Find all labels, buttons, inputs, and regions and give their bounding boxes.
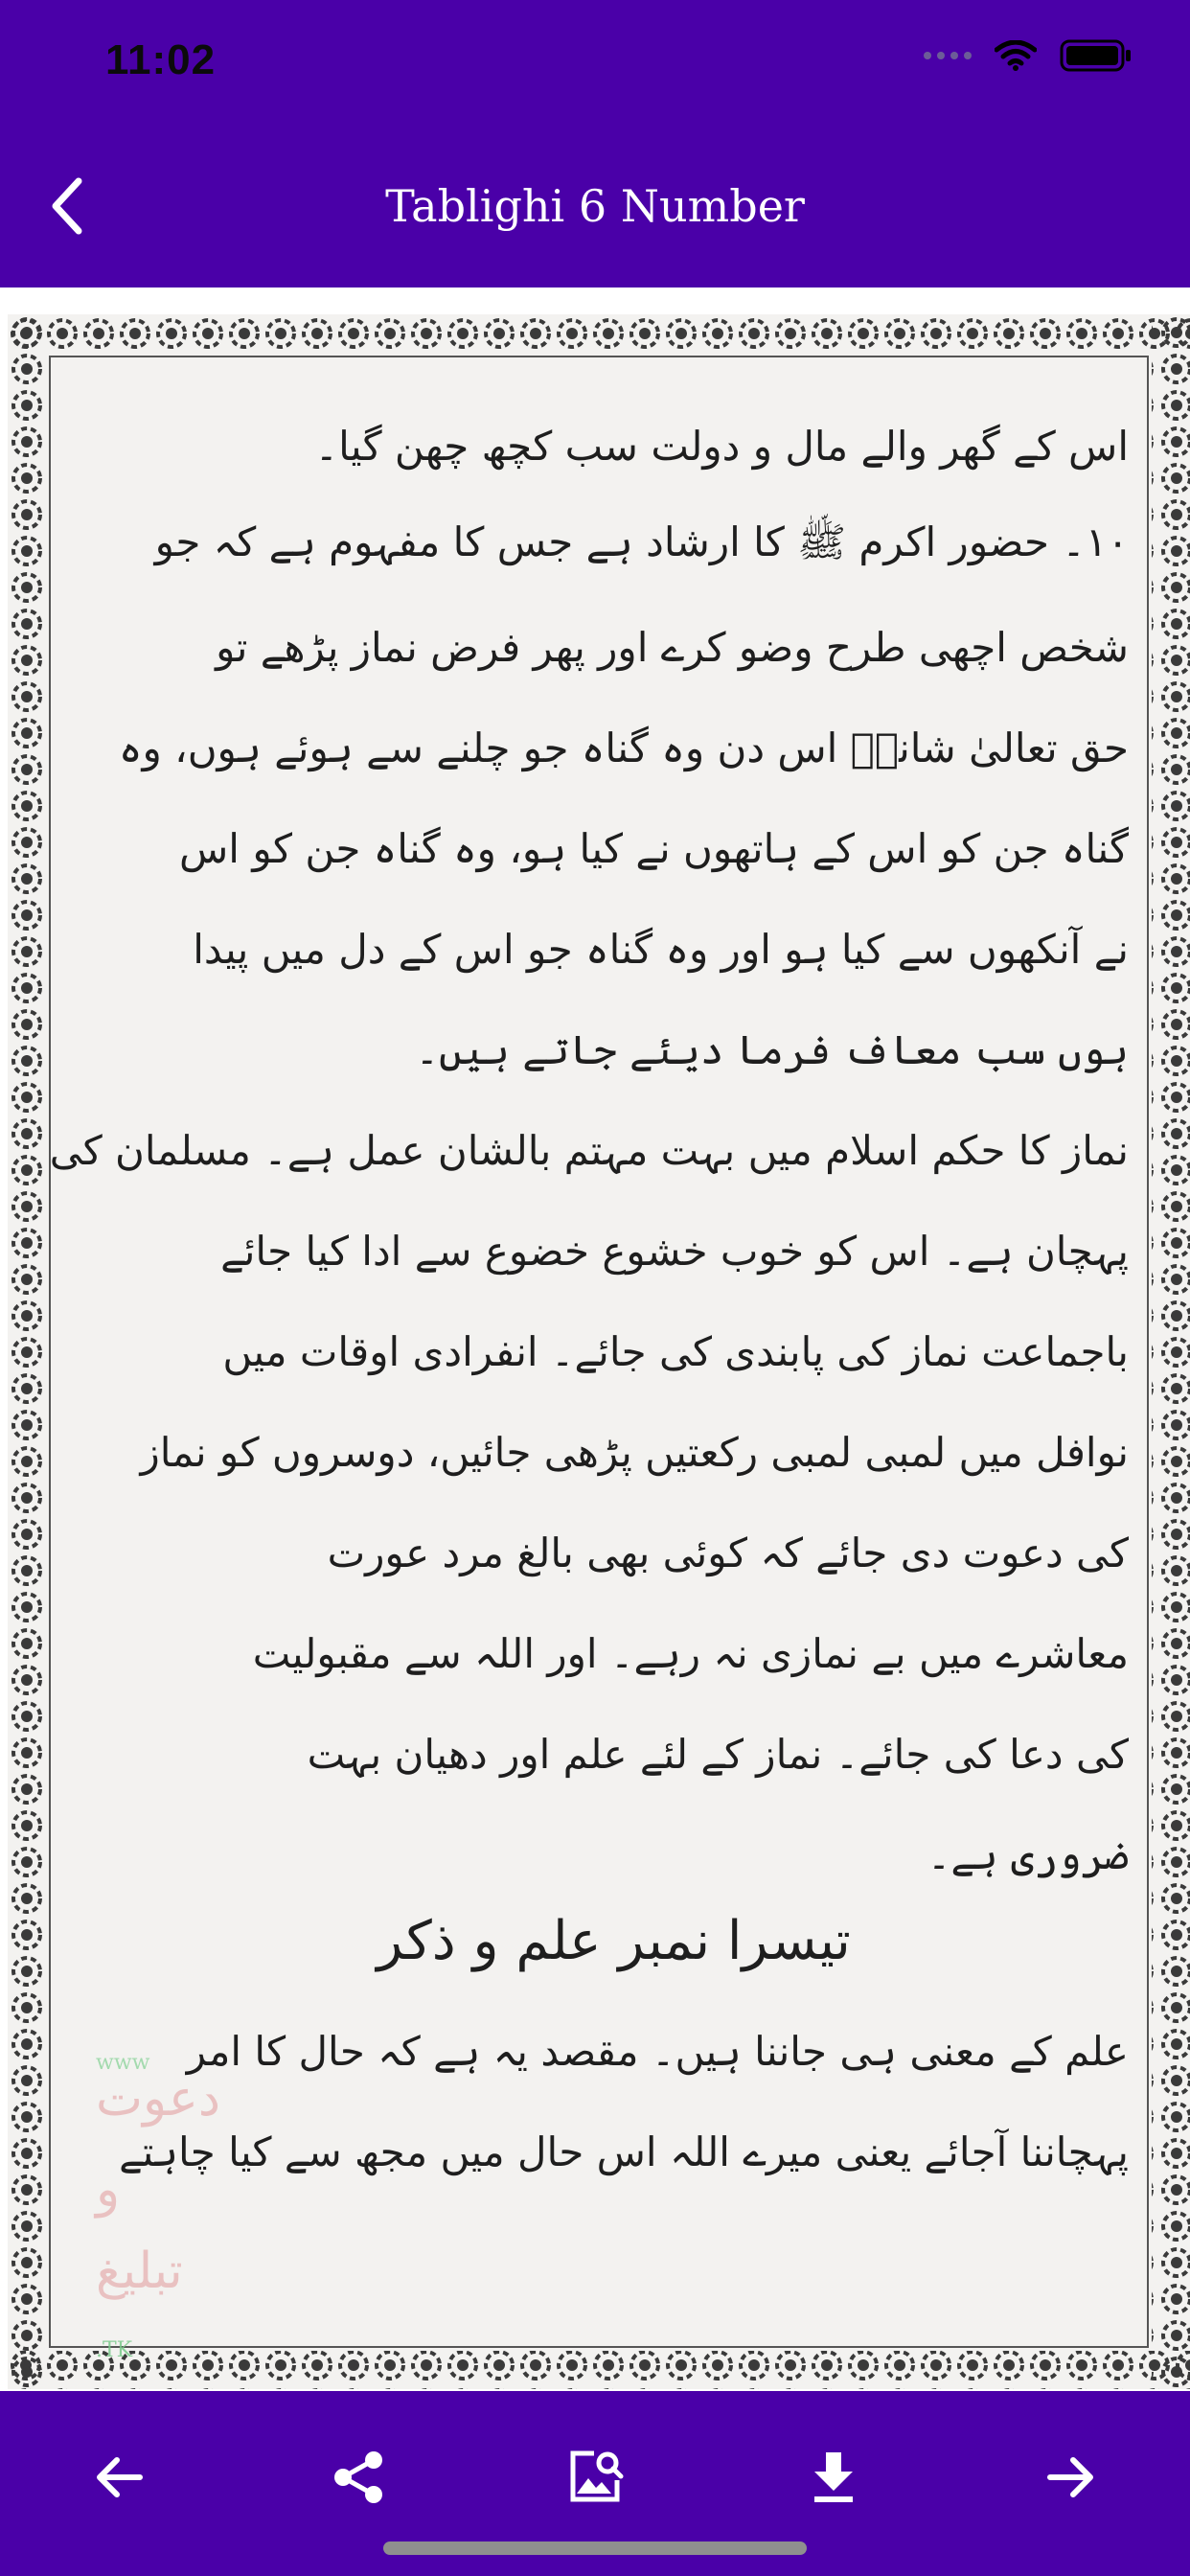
arrow-right-icon: [1044, 2450, 1098, 2504]
share-icon: [330, 2449, 387, 2506]
watermark-line: دعوت: [96, 2070, 220, 2128]
download-button[interactable]: [795, 2439, 872, 2516]
text-line: پہچان ہے۔ اس کو خوب خشوع خضوع سے ادا کیا جائے: [220, 1228, 1129, 1275]
watermark-line: و: [96, 2161, 121, 2219]
download-icon: [809, 2449, 858, 2506]
watermark-line: تبلیغ: [96, 2242, 183, 2300]
section-heading: تیسرا نمبر علم و ذکر: [377, 1910, 851, 1972]
arrow-left-icon: [92, 2450, 146, 2504]
page-viewer[interactable]: [0, 288, 1190, 2391]
text-line: نماز کا حکم اسلام میں بہت مہتم بالشان عمل ہے۔ مسلمان کی: [49, 1127, 1129, 1174]
page-title: Tablighi 6 Number: [385, 180, 805, 232]
watermark: [96, 2051, 307, 2367]
text-line: کی دعا کی جائے۔ نماز کے لئے علم اور دھیان بہت: [307, 1731, 1129, 1778]
urdu-text: [49, 420, 1129, 2241]
top-app-bar: [0, 0, 1190, 288]
text-line: علم کے معنی ہی جاننا ہیں۔ مقصد یہ ہے کہ حال کا امر: [186, 2028, 1129, 2075]
image-search-icon: [565, 2448, 625, 2507]
wifi-icon: [995, 40, 1037, 71]
text-line: اس کے گھر والے مال و دولت سب کچھ چھن گیا۔: [314, 423, 1129, 470]
text-line: ہوں سب معاف فرما دیئے جاتے ہیں۔: [415, 1026, 1129, 1073]
home-indicator[interactable]: [383, 2542, 807, 2555]
watermark-www: www: [96, 2051, 150, 2075]
next-page-button[interactable]: [1033, 2439, 1110, 2516]
image-search-button[interactable]: [557, 2439, 633, 2516]
signal-dots-icon: [924, 52, 972, 59]
share-button[interactable]: [320, 2439, 397, 2516]
status-indicators: [924, 38, 1133, 73]
text-line: شخص اچھی طرح وضو کرے اور پھر فرض نماز پڑھے تو: [216, 624, 1129, 671]
text-line: معاشرے میں بے نمازی نہ رہے۔ اور اللہ سے مقبولیت: [252, 1630, 1129, 1677]
text-line: حق تعالیٰ شانہٗ اس دن وہ گناہ جو چلنے سے ہوئے ہوں، وہ: [118, 724, 1129, 771]
text-line: ۱۰۔ حضور اکرم ﷺ کا ارشاد ہے جس کا مفہوم ہے کہ جو: [154, 518, 1129, 565]
text-line: نوافل میں لمبی لمبی رکعتیں پڑھی جائیں، دوسروں کو نماز: [140, 1429, 1129, 1476]
text-line: کی دعوت دی جائے کہ کوئی بھی بالغ مرد عورت: [327, 1530, 1129, 1576]
text-line: ضروری ہے۔: [927, 1831, 1129, 1878]
battery-icon: [1060, 38, 1133, 73]
text-line: باجماعت نماز کی پابندی کی جائے۔ انفرادی اوقات میں: [222, 1328, 1129, 1375]
text-line: نے آنکھوں سے کیا ہو اور وہ گناہ جو اس کے دل میں پیدا: [193, 926, 1129, 973]
text-line: گناہ جن کو اس کے ہاتھوں نے کیا ہو، وہ گناہ جن کو اس: [179, 825, 1129, 872]
text-line: پہچاننا آجائے یعنی میرے اللہ اس حال میں مجھ سے کیا چاہتے: [119, 2128, 1129, 2175]
status-time: 11:02: [105, 36, 217, 83]
previous-page-button[interactable]: [80, 2439, 157, 2516]
watermark-tk: .TK: [96, 2338, 133, 2362]
